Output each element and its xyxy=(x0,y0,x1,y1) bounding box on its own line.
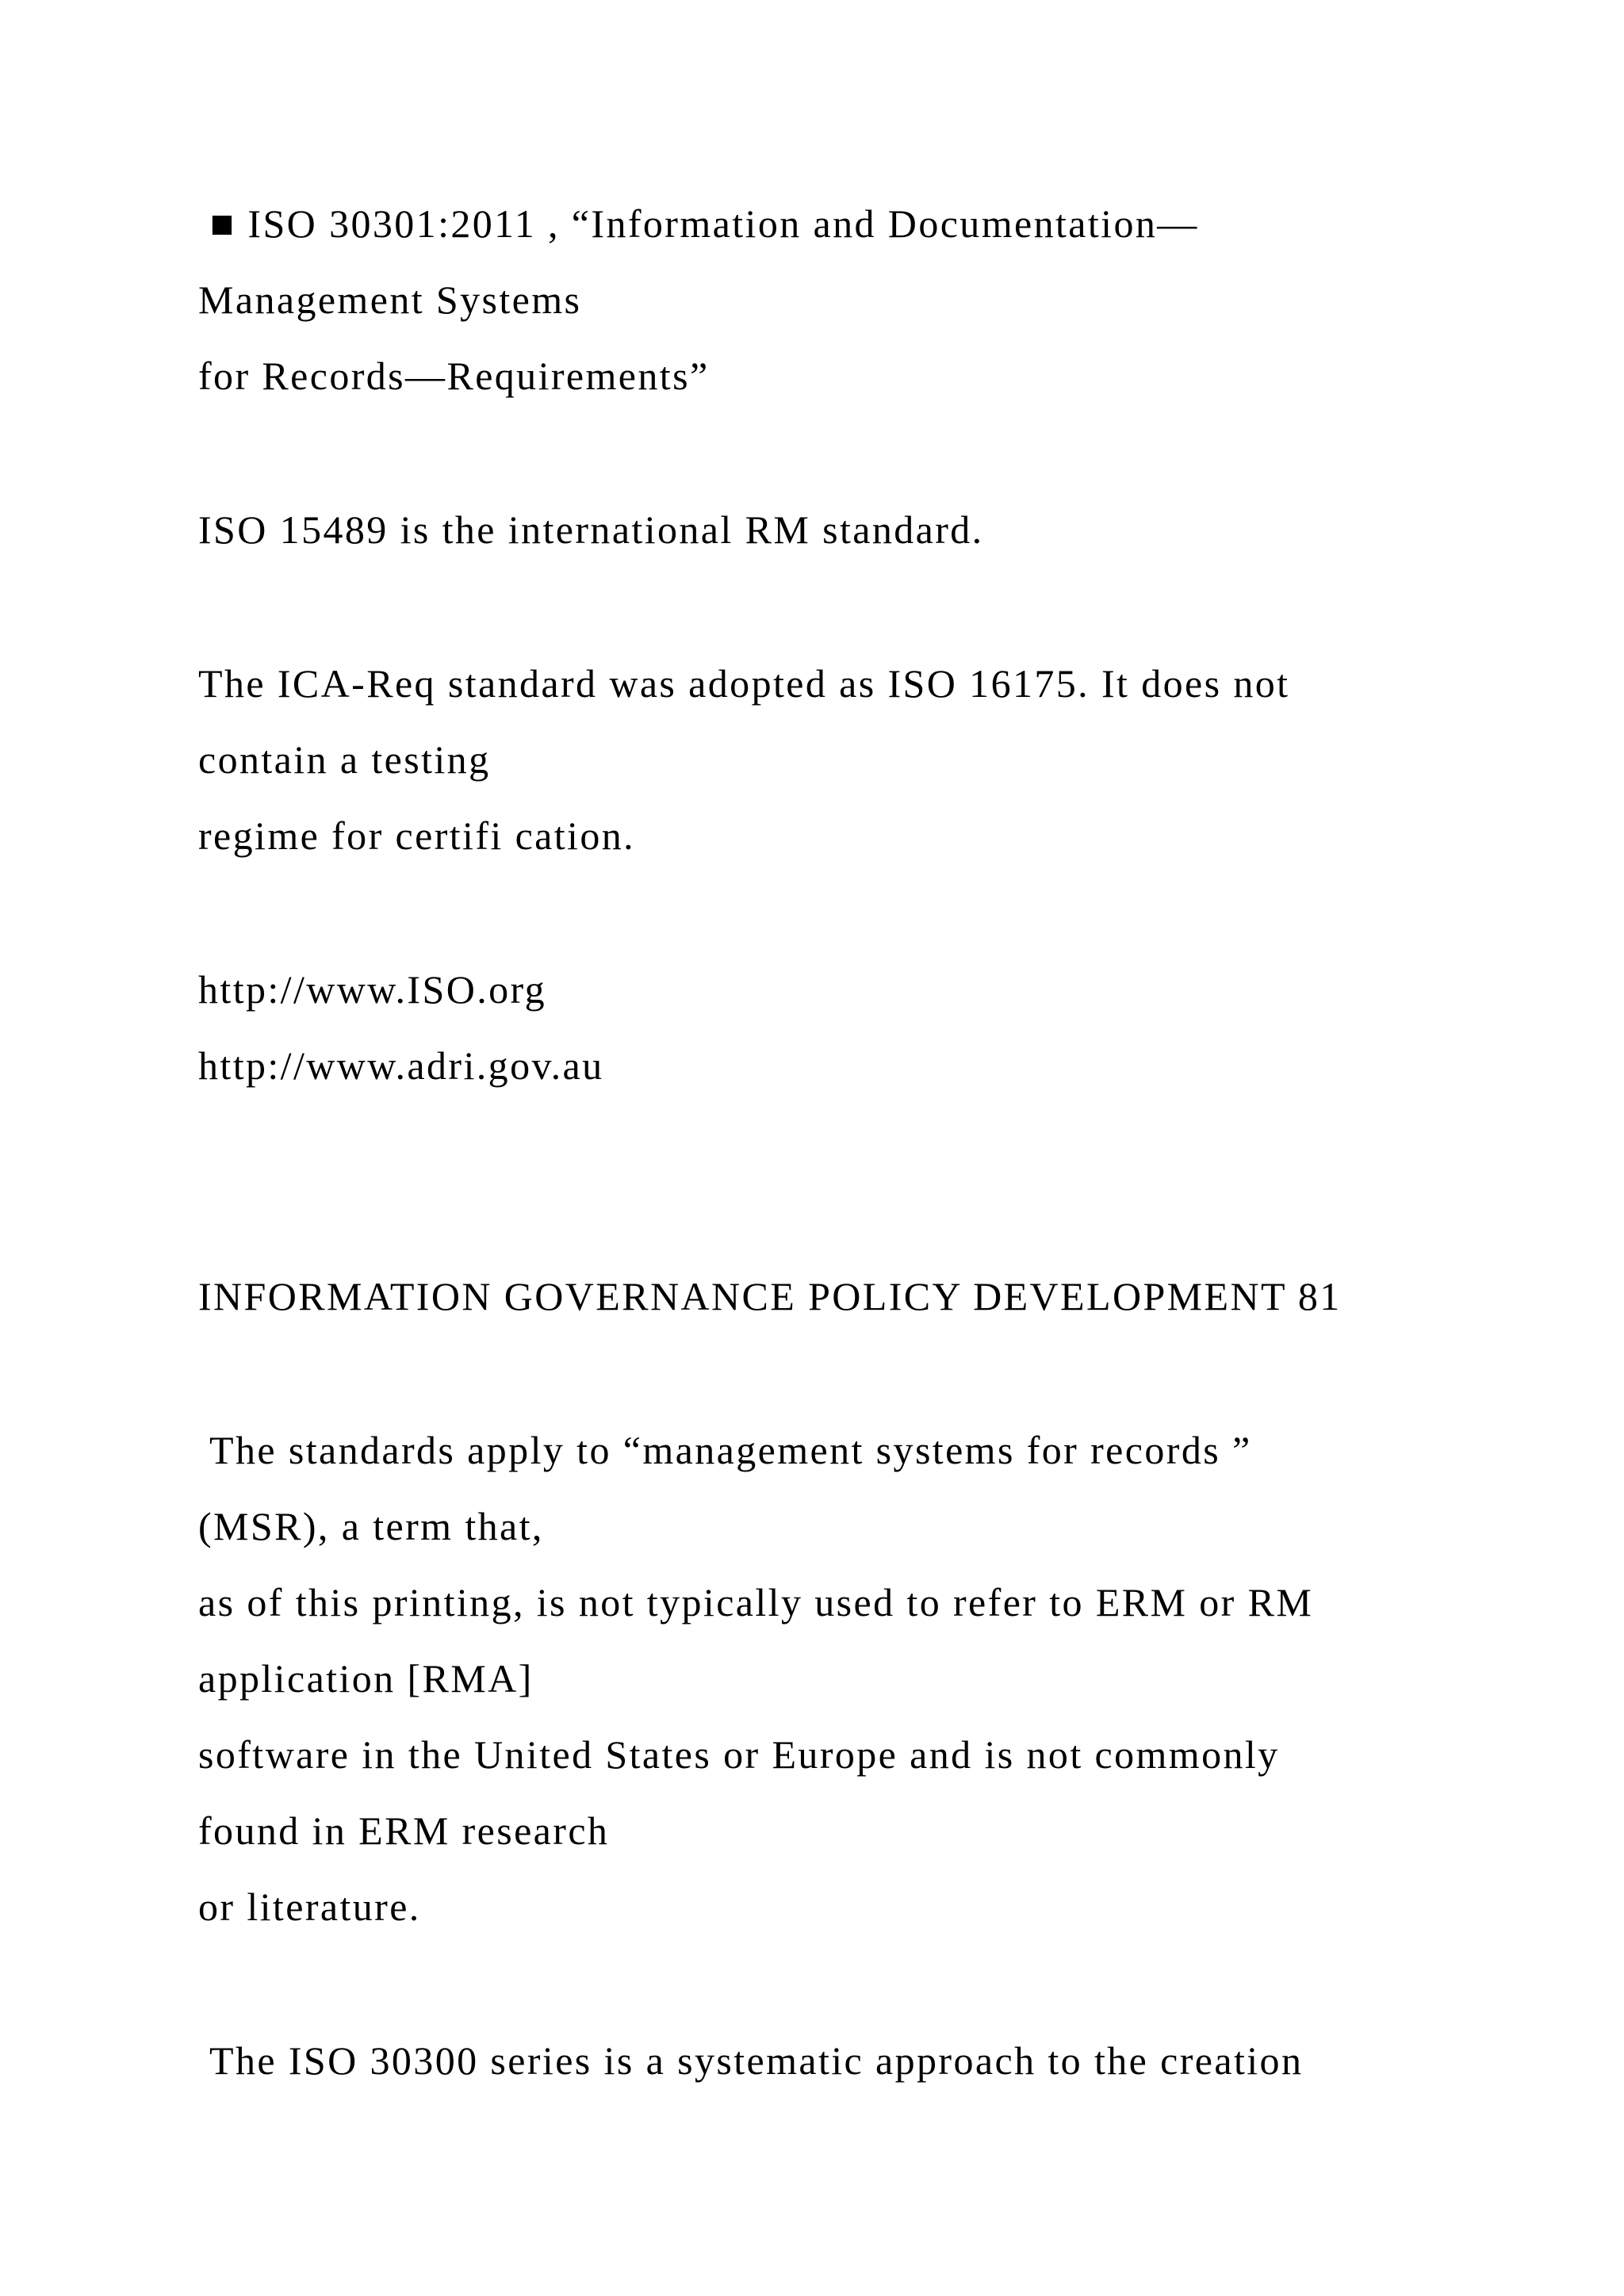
running-header: INFORMATION GOVERNANCE POLICY DEVELOPMENT 81 xyxy=(198,1274,1342,1318)
url-adri-gov-au: http://www.adri.gov.au xyxy=(198,1043,604,1088)
iso-30300-paragraph-line-1: The ISO 30300 series is a systematic approach to the creation xyxy=(198,2038,1304,2083)
msr-paragraph-line-4: application [RMA] xyxy=(198,1656,534,1701)
msr-paragraph-line-1: The standards apply to “management systems for records ” xyxy=(198,1428,1252,1472)
bullet-iso-30301-line-1: ■ ISO 30301:2011 , “Information and Documentation— xyxy=(198,201,1199,246)
msr-paragraph-line-3: as of this printing, is not typically used to refer to ERM or RM xyxy=(198,1580,1314,1624)
ica-req-paragraph-line-3: regime for certifi cation. xyxy=(198,813,636,858)
msr-paragraph-line-6: found in ERM research xyxy=(198,1808,610,1853)
iso-15489-paragraph: ISO 15489 is the international RM standard. xyxy=(198,507,984,552)
ica-req-paragraph-line-2: contain a testing xyxy=(198,737,491,782)
bullet-iso-30301-line-2: Management Systems xyxy=(198,277,582,322)
url-iso-org: http://www.ISO.org xyxy=(198,967,547,1012)
msr-paragraph-line-5: software in the United States or Europe and is not commonly xyxy=(198,1732,1280,1777)
ica-req-paragraph-line-1: The ICA-Req standard was adopted as ISO 16175. It does not xyxy=(198,661,1290,706)
bullet-iso-30301-line-3: for Records—Requirements” xyxy=(198,354,710,398)
msr-paragraph-line-7: or literature. xyxy=(198,1885,421,1929)
msr-paragraph-line-2: (MSR), a term that, xyxy=(198,1504,544,1548)
